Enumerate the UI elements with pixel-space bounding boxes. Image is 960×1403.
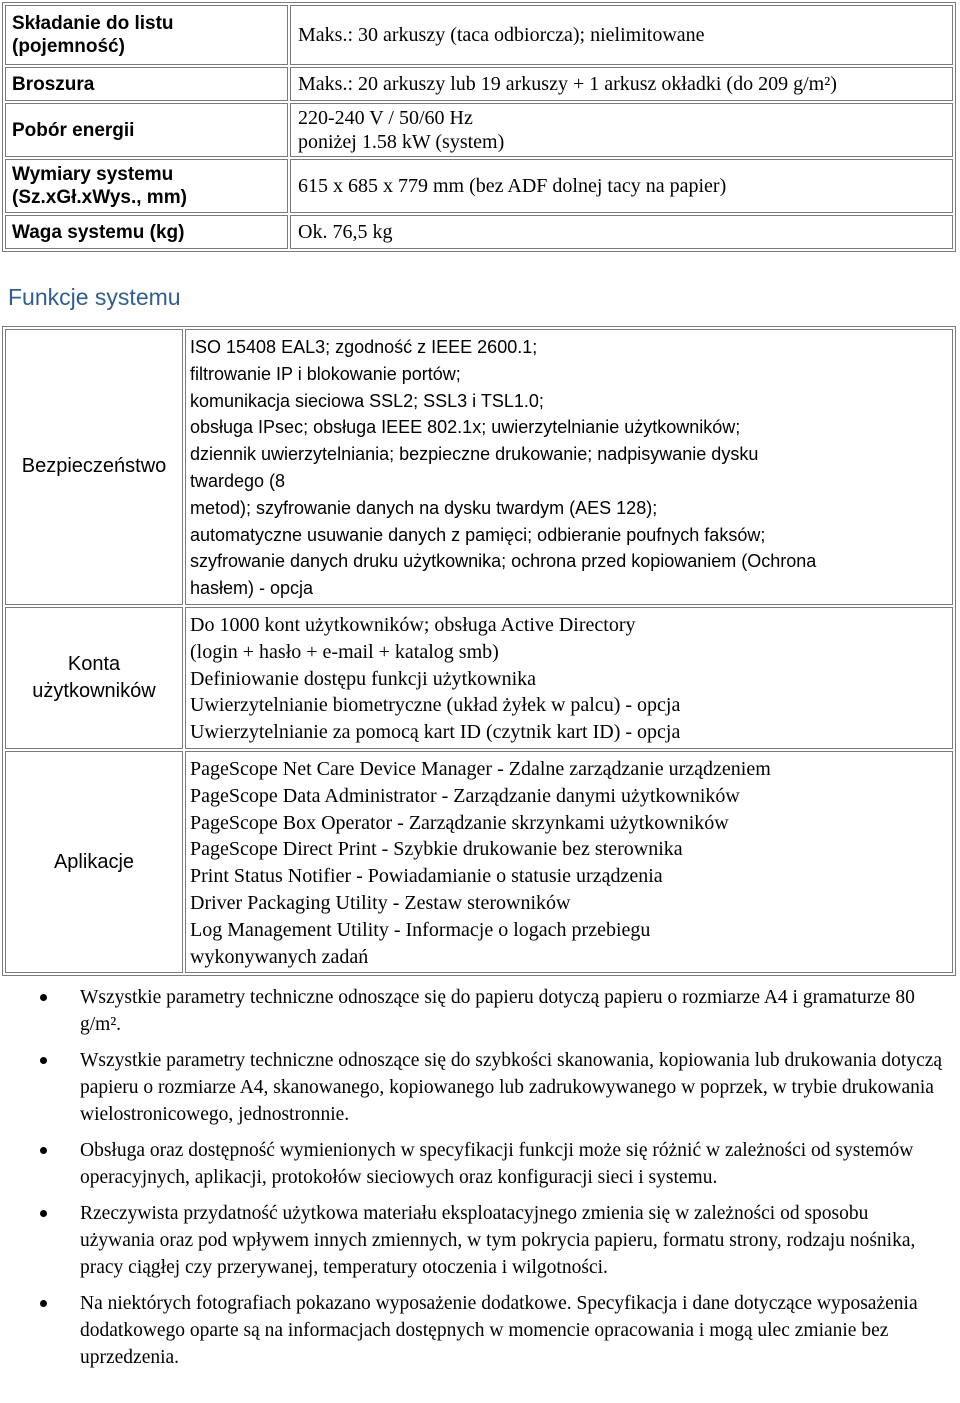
spec-value bbox=[290, 5, 953, 65]
function-line: hasłem) - opcja bbox=[190, 578, 314, 599]
footnote-item bbox=[40, 1137, 945, 1191]
bullet-icon bbox=[40, 1057, 47, 1064]
footnote-item bbox=[40, 984, 945, 1038]
spec-label: Broszura bbox=[5, 67, 288, 101]
spec-table bbox=[2, 2, 956, 252]
spec-row-booklet bbox=[5, 67, 953, 101]
function-line: PageScope Net Care Device Manager - Zdalne zarządzanie urządzeniem bbox=[190, 757, 771, 780]
spec-value-line: Ok. 76,5 kg bbox=[298, 221, 393, 243]
footnote-text: Obsługa oraz dostępność wymienionych w specyfikacji funkcji może się różnić w zależności od systemów operacyjnych, aplikacji, protokołów sieciowych oraz konfiguracji sieci i systemu. bbox=[80, 1140, 914, 1188]
function-row-security bbox=[5, 329, 953, 605]
functions-table bbox=[2, 326, 956, 976]
footnote-item bbox=[40, 1200, 945, 1281]
section-title: Funkcje systemu bbox=[8, 284, 181, 310]
function-label-line: Konta bbox=[67, 652, 121, 675]
spec-label: Pobór energii bbox=[5, 103, 288, 157]
function-row-accounts bbox=[5, 607, 953, 749]
spec-value-line: poniżej 1.58 kW (system) bbox=[298, 131, 505, 153]
spec-row-weight bbox=[5, 215, 953, 249]
function-line: Log Management Utility - Informacje o logach przebiegu bbox=[190, 918, 651, 941]
spec-value-line: Maks.: 30 arkuszy (taca odbiorcza); nielimitowane bbox=[298, 24, 705, 46]
footnote-text: Rzeczywista przydatność użytkowa materiału eksploatacyjnego zmienia się w zależności od sposobu używania oraz pod wpływem innych zmiennych, w tym pokrycia papieru, formatu strony, rodzaju nośnika, pracy ciągłej czy przerywanej, temperatury otoczenia i wilgotności. bbox=[80, 1203, 916, 1278]
function-line: ISO 15408 EAL3; zgodność z IEEE 2600.1; bbox=[190, 337, 538, 357]
function-row-apps bbox=[5, 751, 953, 973]
spec-value bbox=[290, 215, 953, 249]
function-line: Definiowanie dostępu funkcji użytkownika bbox=[190, 667, 537, 690]
function-line: obsługa IPsec; obsługa IEEE 802.1x; uwierzytelnianie użytkowników; bbox=[190, 417, 741, 438]
spec-label: Waga systemu (kg) bbox=[5, 215, 288, 249]
bullet-icon bbox=[40, 1147, 47, 1154]
function-line: (login + hasło + e-mail + katalog smb) bbox=[190, 640, 499, 663]
function-value bbox=[185, 751, 953, 973]
bullet-icon bbox=[40, 1210, 47, 1217]
function-line: filtrowanie IP i blokowanie portów; bbox=[190, 363, 461, 384]
footnote-text: Na niektórych fotografiach pokazano wyposażenie dodatkowe. Specyfikacja i dane dotyczące wyposażenia dodatkowego oparte są na informacjach dostępnych w momencie opracowania i mogą ulec zmianie bez uprzedzenia. bbox=[80, 1293, 918, 1368]
function-label bbox=[5, 607, 183, 749]
function-label-line: użytkowników bbox=[32, 679, 156, 702]
footnote-item bbox=[40, 1290, 945, 1371]
function-line: Do 1000 kont użytkowników; obsługa Active Directory bbox=[190, 613, 636, 636]
function-label: Aplikacje bbox=[5, 751, 183, 973]
function-line: Uwierzytelnianie za pomocą kart ID (czytnik kart ID) - opcja bbox=[190, 721, 681, 744]
function-line: Print Status Notifier - Powiadamianie o statusie urządzenia bbox=[190, 865, 663, 888]
spec-value-line: Maks.: 20 arkuszy lub 19 arkuszy + 1 arkusz okładki (do 209 g/m²) bbox=[298, 73, 837, 95]
spec-row-folding bbox=[5, 5, 953, 65]
bullet-icon bbox=[40, 994, 47, 1001]
bullet-icon bbox=[40, 1300, 47, 1307]
footnotes-list bbox=[40, 984, 945, 1380]
spec-value-line: 220-240 V / 50/60 Hz bbox=[298, 107, 473, 129]
function-label: Bezpieczeństwo bbox=[5, 329, 183, 605]
footnote-text: Wszystkie parametry techniczne odnoszące się do papieru dotyczą papieru o rozmiarze A4 i gramaturze 80 g/m². bbox=[80, 987, 915, 1035]
function-line: komunikacja sieciowa SSL2; SSL3 i TSL1.0; bbox=[190, 390, 544, 411]
function-line: automatyczne usuwanie danych z pamięci; odbieranie poufnych faksów; bbox=[190, 524, 766, 545]
function-line: metod); szyfrowanie danych na dysku twardym (AES 128); bbox=[190, 497, 658, 518]
function-line: PageScope Direct Print - Szybkie drukowanie bez sterownika bbox=[190, 838, 683, 861]
spec-value-line: 615 x 685 x 779 mm (bez ADF dolnej tacy na papier) bbox=[298, 175, 727, 197]
spec-value bbox=[290, 67, 953, 101]
function-line: twardego (8 bbox=[190, 470, 286, 491]
footnote-text: Wszystkie parametry techniczne odnoszące się do szybkości skanowania, kopiowania lub drukowania dotyczą papieru o rozmiarze A4, skanowanego, kopiowanego lub zadrukowywanego w poprzek, w trybie drukowania wielostronicowego, jednostronnie. bbox=[80, 1050, 943, 1125]
spec-label: Składanie do listu (pojemność) bbox=[5, 5, 288, 65]
function-value bbox=[185, 607, 953, 749]
function-line: PageScope Data Administrator - Zarządzanie danymi użytkowników bbox=[190, 784, 740, 807]
function-line: Uwierzytelnianie biometryczne (układ żyłek w palcu) - opcja bbox=[190, 694, 681, 717]
spec-row-power bbox=[5, 103, 953, 157]
function-line: wykonywanych zadań bbox=[190, 945, 369, 968]
spec-label: Wymiary systemu (Sz.xGł.xWys., mm) bbox=[5, 159, 288, 213]
function-line: dziennik uwierzytelniania; bezpieczne drukowanie; nadpisywanie dysku bbox=[190, 444, 759, 465]
function-value bbox=[185, 329, 953, 605]
spec-row-dimensions bbox=[5, 159, 953, 213]
spec-value bbox=[290, 159, 953, 213]
function-line: PageScope Box Operator - Zarządzanie skrzynkami użytkowników bbox=[190, 811, 729, 834]
footnote-item bbox=[40, 1047, 945, 1128]
spec-value bbox=[290, 103, 953, 157]
function-line: szyfrowanie danych druku użytkownika; ochrona przed kopiowaniem (Ochrona bbox=[190, 551, 817, 572]
function-line: Driver Packaging Utility - Zestaw sterowników bbox=[190, 891, 571, 914]
